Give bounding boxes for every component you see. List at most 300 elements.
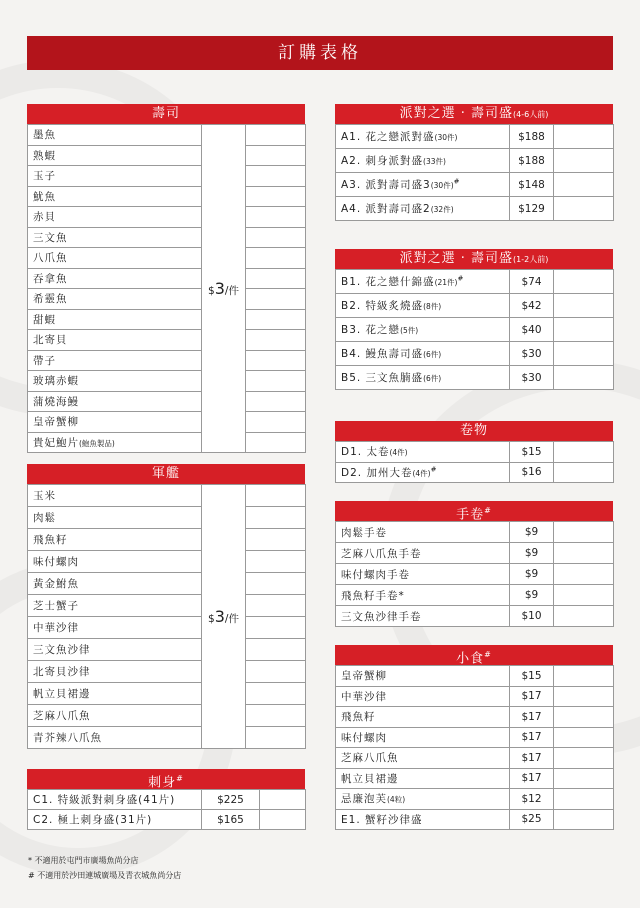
quantity-cell[interactable] xyxy=(554,585,614,606)
item-price: $30 xyxy=(510,342,554,366)
sashimi-section xyxy=(27,769,305,830)
item-price: $188 xyxy=(510,149,554,173)
quantity-cell[interactable] xyxy=(554,707,614,728)
table-row xyxy=(336,366,614,390)
table-row xyxy=(28,551,306,573)
gunkan-section xyxy=(27,464,305,749)
handrolls-header xyxy=(335,501,613,521)
item-label: A4. 派對壽司盛2 xyxy=(341,203,431,215)
item-label: 芝麻八爪魚 xyxy=(33,710,91,722)
quantity-cell[interactable] xyxy=(554,686,614,707)
item-mark: # xyxy=(430,465,438,474)
table-row xyxy=(336,809,614,830)
table-row xyxy=(336,585,614,606)
item-label: 甜蝦 xyxy=(33,313,56,326)
quantity-cell[interactable] xyxy=(246,661,306,683)
item-name xyxy=(336,686,510,707)
table-row xyxy=(28,617,306,639)
snacks-section xyxy=(335,645,613,830)
item-label: 皇帝蟹柳 xyxy=(33,416,79,429)
page-title: 訂購表格 xyxy=(27,36,613,70)
sushi-section xyxy=(27,104,305,453)
item-label: B1. 花之戀什錦盛 xyxy=(341,276,435,288)
quantity-cell[interactable] xyxy=(246,207,306,228)
quantity-cell[interactable] xyxy=(554,748,614,769)
handrolls-header-label: 手卷 xyxy=(456,507,485,523)
item-name xyxy=(336,125,510,149)
item-price: $15 xyxy=(510,666,554,687)
item-note: (21件) xyxy=(434,278,458,287)
quantity-cell[interactable] xyxy=(246,227,306,248)
table-row xyxy=(336,522,614,543)
quantity-cell[interactable] xyxy=(554,318,614,342)
item-label: 帆立貝裙邊 xyxy=(341,772,399,785)
item-label: B2. 特級炙燒盛 xyxy=(341,300,424,312)
item-name xyxy=(336,522,510,543)
quantity-cell[interactable] xyxy=(554,149,614,173)
quantity-cell[interactable] xyxy=(246,595,306,617)
item-price: $17 xyxy=(510,686,554,707)
item-name xyxy=(28,595,202,617)
item-name xyxy=(28,683,202,705)
item-name xyxy=(28,227,202,248)
quantity-cell[interactable] xyxy=(246,330,306,351)
item-price: $148 xyxy=(510,173,554,197)
item-name xyxy=(28,166,202,187)
quantity-cell[interactable] xyxy=(246,350,306,371)
item-label: 肉鬆手卷 xyxy=(341,526,387,539)
item-name xyxy=(336,585,510,606)
gunkan-header: 軍艦 xyxy=(27,464,305,484)
price-unit: /件 xyxy=(224,613,239,625)
item-label: A1. 花之戀派對盛 xyxy=(341,131,435,143)
item-name xyxy=(336,727,510,748)
item-name xyxy=(28,485,202,507)
item-name xyxy=(28,248,202,269)
table-row xyxy=(28,705,306,727)
item-price: $74 xyxy=(510,270,554,294)
table-row xyxy=(336,462,614,483)
item-note: (32件) xyxy=(430,205,454,214)
quantity-cell[interactable] xyxy=(260,790,306,810)
quantity-cell[interactable] xyxy=(554,462,614,483)
table-row xyxy=(28,412,306,433)
table-row xyxy=(28,790,306,810)
snacks-header-label: 小食 xyxy=(456,651,485,667)
party-b-header xyxy=(335,249,613,269)
shared-price xyxy=(202,485,246,749)
item-label: 玻璃赤蝦 xyxy=(33,375,79,388)
quantity-cell[interactable] xyxy=(554,522,614,543)
table-row xyxy=(28,529,306,551)
item-note: (鮑魚製品) xyxy=(79,438,115,448)
item-name xyxy=(28,309,202,330)
table-row xyxy=(336,666,614,687)
quantity-cell[interactable] xyxy=(246,412,306,433)
item-name xyxy=(28,330,202,351)
item-name xyxy=(28,507,202,529)
quantity-cell[interactable] xyxy=(554,543,614,564)
table-row xyxy=(336,318,614,342)
item-label: 蒲燒海鰻 xyxy=(33,395,79,408)
item-name xyxy=(28,810,202,830)
item-price: $10 xyxy=(510,606,554,627)
party-a-header-label: 派對之選 · 壽司盛 xyxy=(399,106,514,121)
table-row xyxy=(336,125,614,149)
table-row xyxy=(28,573,306,595)
quantity-cell[interactable] xyxy=(246,683,306,705)
table-row xyxy=(28,485,306,507)
item-price: $9 xyxy=(510,522,554,543)
item-name xyxy=(336,606,510,627)
quantity-cell[interactable] xyxy=(246,268,306,289)
table-row xyxy=(28,227,306,248)
quantity-cell[interactable] xyxy=(246,573,306,595)
item-label: 三文魚 xyxy=(33,231,68,244)
quantity-cell[interactable] xyxy=(246,289,306,310)
item-name xyxy=(336,809,510,830)
item-price: $188 xyxy=(510,125,554,149)
item-name xyxy=(336,707,510,728)
item-label: 吞拿魚 xyxy=(33,272,68,285)
price-number: 3 xyxy=(214,607,225,626)
item-name xyxy=(28,412,202,433)
quantity-cell[interactable] xyxy=(554,564,614,585)
quantity-cell[interactable] xyxy=(554,442,614,463)
quantity-cell[interactable] xyxy=(554,809,614,830)
item-price: $30 xyxy=(510,366,554,390)
quantity-cell[interactable] xyxy=(554,666,614,687)
table-row xyxy=(28,125,306,146)
price-symbol: $ xyxy=(208,285,215,297)
party-b-header-label: 派對之選 · 壽司盛 xyxy=(399,251,514,266)
footnote: # 不適用於沙田連城廣場及青衣城魚尚分店 xyxy=(28,871,182,880)
item-price: $17 xyxy=(510,768,554,789)
item-name xyxy=(28,268,202,289)
item-name xyxy=(336,318,510,342)
item-label: C2. 極上刺身盛(31片) xyxy=(33,814,153,826)
item-label: 味付螺肉手卷 xyxy=(341,568,410,581)
quantity-cell[interactable] xyxy=(246,639,306,661)
item-label: 玉米 xyxy=(33,490,56,502)
item-name xyxy=(28,350,202,371)
party-a-header-note: (4-6人前) xyxy=(513,110,549,119)
table-row xyxy=(28,595,306,617)
table-row xyxy=(336,294,614,318)
sashimi-header-label: 刺身 xyxy=(148,775,177,791)
table-row xyxy=(336,564,614,585)
shared-price xyxy=(202,125,246,453)
item-name xyxy=(336,789,510,810)
table-row xyxy=(336,149,614,173)
snacks-header-mark: # xyxy=(484,650,492,659)
item-name xyxy=(28,145,202,166)
item-price: $9 xyxy=(510,564,554,585)
item-label: 帶子 xyxy=(33,354,56,367)
item-price: $9 xyxy=(510,543,554,564)
quantity-cell[interactable] xyxy=(246,617,306,639)
quantity-cell[interactable] xyxy=(246,248,306,269)
rolls-header: 卷物 xyxy=(335,421,613,441)
quantity-cell[interactable] xyxy=(554,270,614,294)
item-name xyxy=(28,727,202,749)
item-label: 赤貝 xyxy=(33,211,56,224)
sashimi-header-mark: # xyxy=(176,774,184,783)
item-label: D1. 太卷 xyxy=(341,446,390,459)
table-row xyxy=(28,186,306,207)
item-note: (8件) xyxy=(423,302,442,311)
item-price: $9 xyxy=(510,585,554,606)
item-note: (4粒) xyxy=(387,795,406,805)
item-name xyxy=(336,768,510,789)
item-name xyxy=(336,564,510,585)
quantity-cell[interactable] xyxy=(246,727,306,749)
quantity-cell[interactable] xyxy=(554,768,614,789)
item-label: 玉子 xyxy=(33,170,56,183)
item-label: 北寄貝沙律 xyxy=(33,666,91,678)
item-name xyxy=(336,149,510,173)
item-label: 北寄貝 xyxy=(33,334,68,347)
item-name xyxy=(336,294,510,318)
rolls-table xyxy=(335,441,614,483)
table-row xyxy=(28,289,306,310)
quantity-cell[interactable] xyxy=(246,371,306,392)
item-label: B3. 花之戀 xyxy=(341,324,401,336)
item-note: (30件) xyxy=(430,181,454,190)
quantity-cell[interactable] xyxy=(246,186,306,207)
item-price: $129 xyxy=(510,197,554,221)
quantity-cell[interactable] xyxy=(246,485,306,507)
table-row xyxy=(28,207,306,228)
item-note: (4件) xyxy=(412,468,431,478)
item-label: 希靈魚 xyxy=(33,293,68,306)
item-label: 中華沙律 xyxy=(341,690,387,703)
item-label: D2. 加州大卷 xyxy=(341,466,413,479)
party-b-header-note: (1-2人前) xyxy=(513,255,549,264)
item-mark: # xyxy=(453,177,461,186)
item-label: C1. 特級派對刺身盛(41片) xyxy=(33,794,176,806)
item-note: (4件) xyxy=(389,448,408,458)
price-number: 3 xyxy=(214,279,225,298)
item-label: A3. 派對壽司盛3 xyxy=(341,179,431,191)
item-label: E1. 蟹籽沙律盛 xyxy=(341,813,423,826)
item-label: 八爪魚 xyxy=(33,252,68,265)
item-label: 三文魚沙律手卷 xyxy=(341,610,422,623)
handrolls-section xyxy=(335,501,613,627)
table-row xyxy=(28,371,306,392)
item-name xyxy=(28,790,202,810)
item-name xyxy=(336,543,510,564)
sushi-table xyxy=(27,124,306,453)
table-row xyxy=(336,543,614,564)
item-label: 墨魚 xyxy=(33,129,56,142)
table-row xyxy=(28,309,306,330)
table-row xyxy=(28,810,306,830)
item-label: 貴妃鮑片 xyxy=(33,436,79,449)
quantity-cell[interactable] xyxy=(554,342,614,366)
item-name xyxy=(28,551,202,573)
table-row xyxy=(336,748,614,769)
snacks-header xyxy=(335,645,613,665)
quantity-cell[interactable] xyxy=(260,810,306,830)
item-name xyxy=(28,186,202,207)
item-name xyxy=(28,617,202,639)
quantity-cell[interactable] xyxy=(246,166,306,187)
quantity-cell[interactable] xyxy=(554,125,614,149)
item-price: $17 xyxy=(510,748,554,769)
table-row xyxy=(336,768,614,789)
party-a-header xyxy=(335,104,613,124)
item-label: 帆立貝裙邊 xyxy=(33,688,91,700)
item-price: $42 xyxy=(510,294,554,318)
quantity-cell[interactable] xyxy=(554,606,614,627)
item-label: 芝士蟹子 xyxy=(33,600,79,612)
item-label: B5. 三文魚腩盛 xyxy=(341,372,424,384)
item-note: (6件) xyxy=(423,350,442,359)
item-name xyxy=(28,371,202,392)
table-row xyxy=(336,686,614,707)
item-label: 飛魚籽 xyxy=(341,711,376,724)
item-name xyxy=(336,462,510,483)
table-row xyxy=(28,727,306,749)
table-row xyxy=(28,661,306,683)
quantity-cell[interactable] xyxy=(246,507,306,529)
item-note: (5件) xyxy=(400,326,419,335)
sashimi-header xyxy=(27,769,305,789)
item-label: 黃金鮒魚 xyxy=(33,578,79,590)
item-name xyxy=(28,125,202,146)
table-row xyxy=(28,683,306,705)
table-row xyxy=(336,270,614,294)
table-row xyxy=(28,330,306,351)
item-name xyxy=(28,639,202,661)
sashimi-table xyxy=(27,789,306,830)
quantity-cell[interactable] xyxy=(246,432,306,453)
item-name xyxy=(336,270,510,294)
table-row xyxy=(336,789,614,810)
table-row xyxy=(28,166,306,187)
item-label: 味付螺肉 xyxy=(341,731,387,744)
quantity-cell[interactable] xyxy=(554,727,614,748)
handrolls-table xyxy=(335,521,614,627)
table-row xyxy=(28,248,306,269)
price-unit: /件 xyxy=(224,285,239,297)
item-price: $40 xyxy=(510,318,554,342)
item-label: 肉鬆 xyxy=(33,512,56,524)
item-mark: # xyxy=(457,274,465,283)
quantity-cell[interactable] xyxy=(246,391,306,412)
item-price: $165 xyxy=(202,810,260,830)
item-name xyxy=(336,442,510,463)
item-name xyxy=(336,748,510,769)
quantity-cell[interactable] xyxy=(554,197,614,221)
item-name xyxy=(336,342,510,366)
quantity-cell[interactable] xyxy=(554,366,614,390)
snacks-table xyxy=(335,665,614,830)
table-row xyxy=(336,197,614,221)
quantity-cell[interactable] xyxy=(246,529,306,551)
item-name xyxy=(28,207,202,228)
item-label: 芝麻八爪魚手卷 xyxy=(341,547,422,560)
item-name xyxy=(28,573,202,595)
item-price: $225 xyxy=(202,790,260,810)
table-row xyxy=(28,145,306,166)
item-price: $17 xyxy=(510,707,554,728)
quantity-cell[interactable] xyxy=(246,551,306,573)
quantity-cell[interactable] xyxy=(554,173,614,197)
table-row xyxy=(28,639,306,661)
table-row xyxy=(28,391,306,412)
table-row xyxy=(336,342,614,366)
table-row xyxy=(28,350,306,371)
footnotes xyxy=(28,853,181,883)
table-row xyxy=(336,606,614,627)
quantity-cell[interactable] xyxy=(554,294,614,318)
party-b-section xyxy=(335,249,613,390)
price-symbol: $ xyxy=(208,613,215,625)
item-label: 皇帝蟹柳 xyxy=(341,670,387,683)
item-name xyxy=(28,432,202,453)
quantity-cell[interactable] xyxy=(246,125,306,146)
footnote: * 不適用於屯門市廣場魚尚分店 xyxy=(28,856,139,865)
item-label: 魷魚 xyxy=(33,190,56,203)
item-name xyxy=(28,705,202,727)
table-row xyxy=(336,173,614,197)
rolls-section xyxy=(335,421,613,483)
item-name xyxy=(336,173,510,197)
item-label: 忌廉泡芙 xyxy=(341,793,387,806)
quantity-cell[interactable] xyxy=(246,705,306,727)
table-row xyxy=(28,268,306,289)
item-note: (6件) xyxy=(423,374,442,383)
gunkan-table xyxy=(27,484,306,749)
table-row xyxy=(336,727,614,748)
handrolls-header-mark: # xyxy=(484,506,492,515)
item-label: 三文魚沙律 xyxy=(33,644,91,656)
party-a-section xyxy=(335,104,613,221)
item-name xyxy=(336,666,510,687)
item-price: $25 xyxy=(510,809,554,830)
item-note: (30件) xyxy=(434,133,458,142)
item-note: (33件) xyxy=(423,157,446,166)
party-b-table xyxy=(335,269,614,390)
item-label: A2. 刺身派對盛 xyxy=(341,155,424,167)
quantity-cell[interactable] xyxy=(246,309,306,330)
item-name xyxy=(28,529,202,551)
item-label: 味付螺肉 xyxy=(33,556,79,568)
table-row xyxy=(336,707,614,728)
item-price: $12 xyxy=(510,789,554,810)
table-row xyxy=(28,432,306,453)
item-price: $17 xyxy=(510,727,554,748)
item-name xyxy=(336,197,510,221)
party-a-table xyxy=(335,124,614,221)
table-row xyxy=(28,507,306,529)
item-name xyxy=(28,391,202,412)
item-label: 飛魚籽 xyxy=(33,534,68,546)
sushi-header: 壽司 xyxy=(27,104,305,124)
item-label: 青芥辣八爪魚 xyxy=(33,732,102,744)
item-name xyxy=(28,661,202,683)
item-label: 熟蝦 xyxy=(33,149,56,162)
item-label: 中華沙律 xyxy=(33,622,79,634)
quantity-cell[interactable] xyxy=(554,789,614,810)
quantity-cell[interactable] xyxy=(246,145,306,166)
item-label: 飛魚籽手卷* xyxy=(341,589,405,602)
table-row xyxy=(336,442,614,463)
item-price: $15 xyxy=(510,442,554,463)
item-label: B4. 鰻魚壽司盛 xyxy=(341,348,424,360)
